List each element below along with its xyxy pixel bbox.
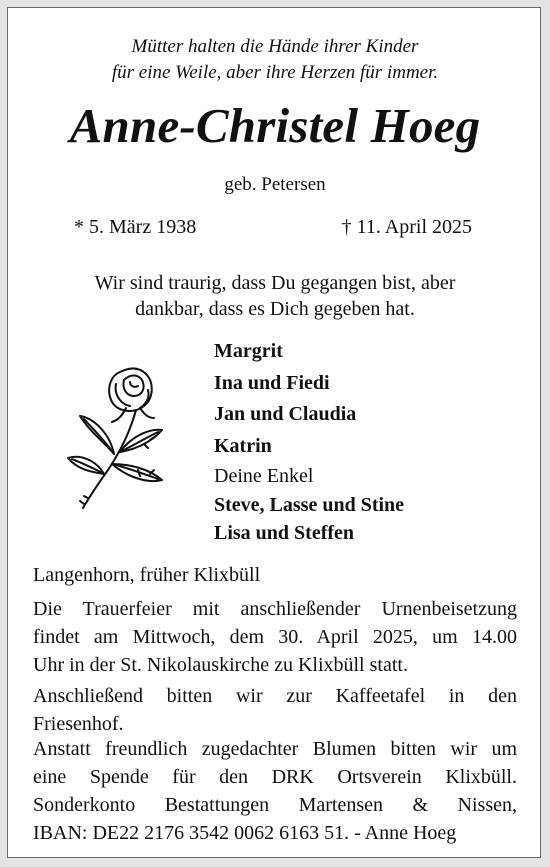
text-line: Anstatt freundlich zugedachter Blumen bitten wir um <box>33 738 517 760</box>
mourner-name: Jan und Claudia <box>214 403 357 425</box>
service-details <box>33 595 517 679</box>
quote <box>8 270 542 322</box>
grandchildren-label: Deine Enkel <box>214 465 314 487</box>
death-date: † 11. April 2025 <box>341 216 472 238</box>
quote-line: dankbar, dass es Dich gegeben hat. <box>135 298 415 320</box>
rose-icon <box>50 360 180 510</box>
mourner-name: Katrin <box>214 434 272 457</box>
birth-name: geb. Petersen <box>224 174 326 195</box>
location: Langenhorn, früher Klixbüll <box>33 564 261 586</box>
text-line: Sonderkonto Bestattungen Martensen & Nissen, <box>33 794 517 816</box>
grandchild-names: Steve, Lasse und Stine <box>214 494 405 516</box>
obituary-card <box>7 7 541 858</box>
coffee-invitation <box>33 682 517 738</box>
quote-line: Wir sind traurig, dass Du gegangen bist, aber <box>94 272 456 294</box>
birth-date: * 5. März 1938 <box>74 216 197 238</box>
text-line: findet am Mittwoch, dem 30. April 2025, um 14.00 <box>33 626 517 648</box>
grandchild-names: Lisa und Steffen <box>214 522 355 544</box>
text-line: Uhr in der St. Nikolauskirche zu Klixbüll statt. <box>33 654 408 676</box>
mourner-name: Margrit <box>214 340 283 362</box>
donation-request <box>33 735 517 847</box>
mourners-list <box>214 336 534 547</box>
text-line: IBAN: DE22 2176 3542 0062 6163 51. - Anne Hoeg <box>33 822 457 844</box>
text-line: eine Spende für den DRK Ortsverein Klixbüll. <box>33 766 517 788</box>
verse-line: für eine Weile, aber ihre Herzen für immer. <box>111 62 439 83</box>
text-line: Anschließend bitten wir zur Kaffeetafel in den <box>33 685 517 707</box>
verse <box>8 34 542 86</box>
text-line: Die Trauerfeier mit anschließender Urnenbeisetzung <box>33 598 517 620</box>
verse-line: Mütter halten die Hände ihrer Kinder <box>131 36 419 57</box>
text-line: Friesenhof. <box>33 713 124 735</box>
mourner-name: Ina und Fiedi <box>214 371 330 394</box>
deceased-name: Anne-Christel Hoeg <box>69 98 481 153</box>
